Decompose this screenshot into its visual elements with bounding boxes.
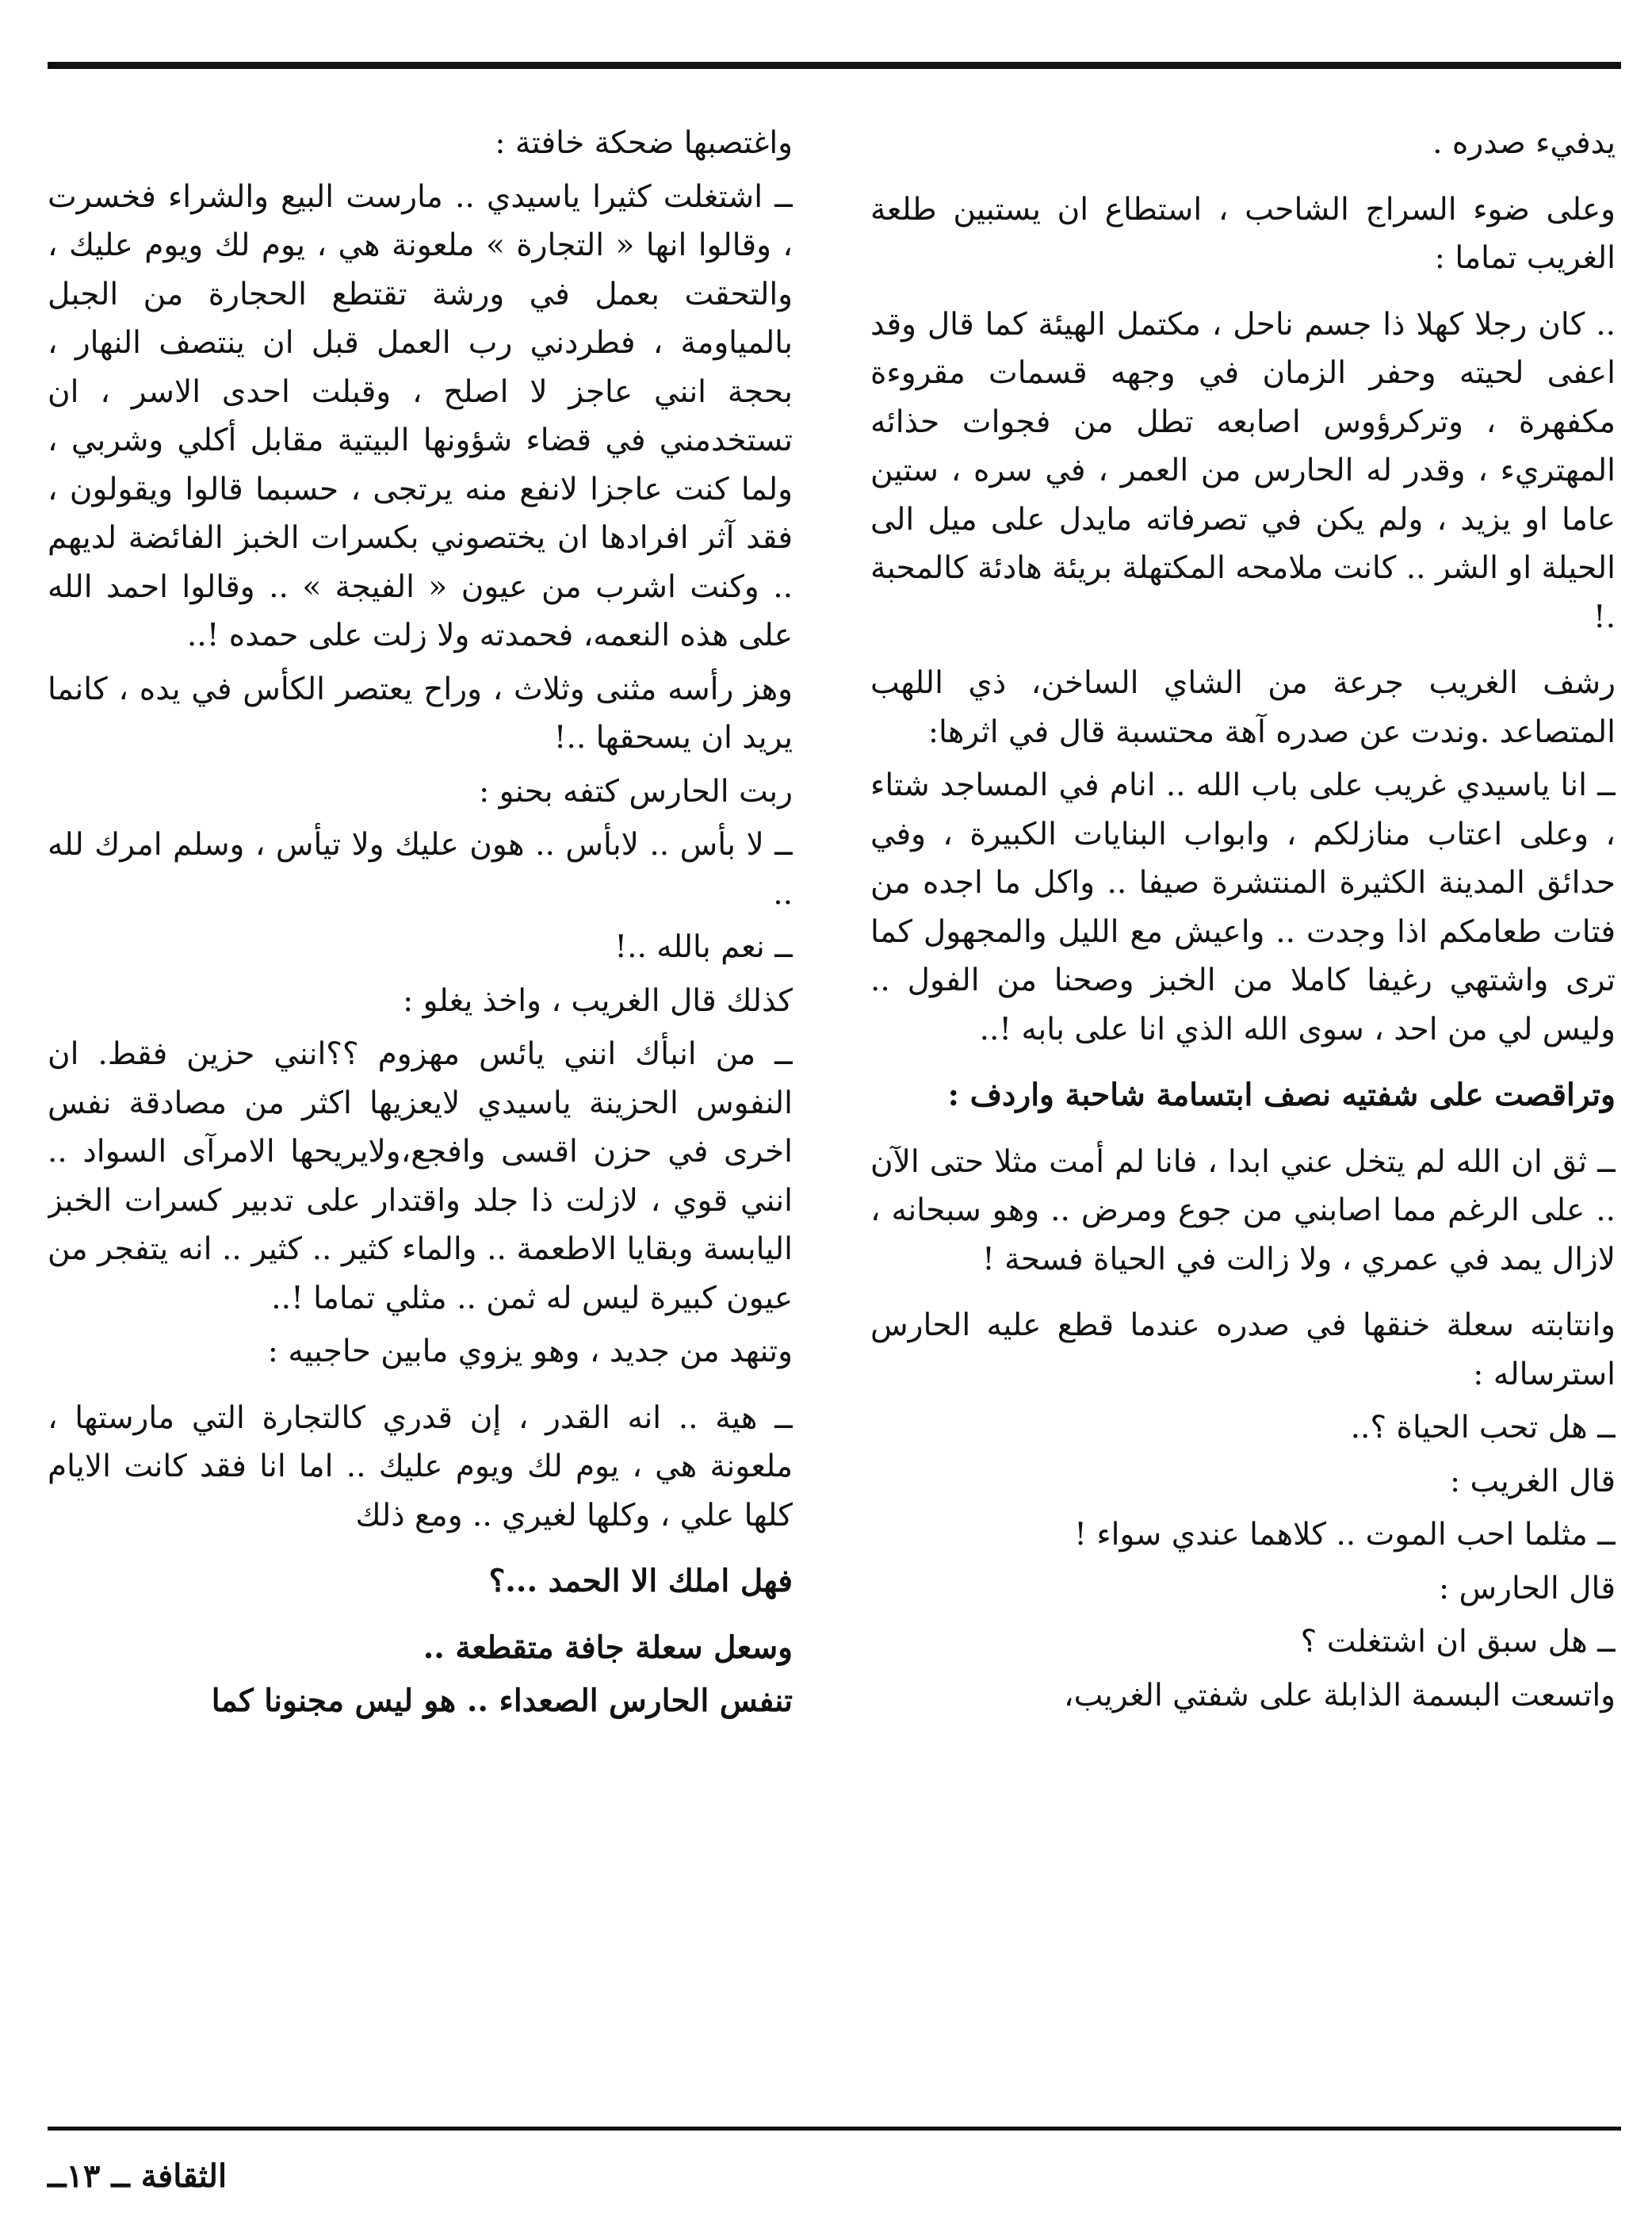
paragraph: يدفيء صدره . xyxy=(1432,125,1616,161)
paragraph: وعلى ضوء السراج الشاحب ، استطاع ان يستبين طلعة الغريب تماما : xyxy=(870,191,1616,276)
paragraph: فهل املك الا الحمد ...؟ xyxy=(488,1563,793,1599)
paragraph: واتسعت البسمة الذابلة على شفتي الغريب، xyxy=(1063,1677,1616,1713)
page-footer: الثقافة ــ ١٣ــ xyxy=(48,2158,228,2195)
paragraph: تنفس الحارس الصعداء .. هو ليس مجنونا كما xyxy=(211,1683,793,1719)
paragraph: وانتابته سعلة خنقها في صدره عندما قطع عليه الحارس استرساله : xyxy=(870,1308,1616,1392)
bottom-rule xyxy=(48,2127,1621,2131)
article-column-right xyxy=(870,119,1616,2113)
paragraph: كذلك قال الغريب ، واخذ يغلو : xyxy=(403,982,793,1019)
paragraph: ــ مثلما احب الموت .. كلاهما عندي سواء ! xyxy=(1074,1517,1616,1553)
paragraph: ــ ثق ان الله لم يتخل عني ابدا ، فانا لم أمت مثلا حتى الآن .. على الرغم مما اصابني من جوع ومرض .. وهو سبحانه ، لازال يمد في عمري ، ولا زالت في الحياة فسحة ! xyxy=(870,1143,1616,1277)
paragraph: ــ انا ياسيدي غريب على باب الله .. انام في المساجد شتاء ، وعلى اعتاب منازلكم ، وابواب البنايات الكبيرة ، وفي حدائق المدينة الكثيرة المنتشرة صيفا .. واكل ما اجده من فتات طعامكم اذا وجدت .. واعيش مع الليل والمجهول كما ترى واشتهي رغيفا كاملا من الخبز وصحنا من الفول .. وليس لي من احد ، سوى الله الذي انا على بابه !.. xyxy=(870,768,1616,1047)
paragraph: وسعل سعلة جافة متقطعة .. xyxy=(423,1629,793,1666)
paragraph: ــ هية .. انه القدر ، إن قدري كالتجارة التي مارستها ، ملعونة هي ، يوم لك ويوم عليك .. اما انا فقد كانت الايام كلها علي ، وكلها لغيري .. ومع ذلك xyxy=(48,1399,793,1533)
article-column-left xyxy=(48,119,793,2113)
paragraph: وتراقصت على شفتيه نصف ابتسامة شاحبة واردف : xyxy=(947,1077,1616,1113)
paragraph: قال الحارس : xyxy=(1438,1570,1616,1606)
paragraph: وهز رأسه مثنى وثلاث ، وراح يعتصر الكأس في يده ، كانما يريد ان يسحقها ..! xyxy=(48,671,793,756)
paragraph: ــ اشتغلت كثيرا ياسيدي .. مارست البيع والشراء فخسرت ، وقالوا انها « التجارة » ملعونة هي ، يوم لك ويوم عليك ، والتحقت بعمل في ورشة تقتطع الحجارة من الجبل بالمياومة ، فطردني رب العمل قبل ان ينتصف النهار ، بحجة انني عاجز لا اصلح ، وقبلت احدى الاسر ، ان تستخدمني في قضاء شؤونها البيتية مقابل أكلي وشربي ، ولما كنت عاجزا لانفع منه يرتجى ، حسبما قالوا ويقولون ، فقد آثر افرادها ان يختصوني بكسرات الخبز الفائضة لديهم .. وكنت اشرب من عيون « الفيجة » .. وقالوا احمد الله على هذه النعمه، فحمدته ولا زلت على حمده !.. xyxy=(48,178,793,653)
paragraph: قال الغريب : xyxy=(1450,1463,1616,1499)
paragraph: ــ هل سبق ان اشتغلت ؟ xyxy=(1300,1624,1616,1660)
paragraph: وتنهد من جديد ، وهو يزوي مابين حاجبيه : xyxy=(267,1334,793,1369)
paragraph: ربت الحارس كتفه بحنو : xyxy=(479,773,793,810)
paragraph: .. كان رجلا كهلا ذا جسم ناحل ، مكتمل الهيئة كما قال وقد اعفى لحيته وحفر الزمان في وجهه قسمات مقروءة مكفهرة ، وتركرؤوس اصابعه تطل من فجوات حذائه المهتريء ، وقدر له الحارس من العمر ، في سره ، ستين عاما او يزيد ، ولم يكن في تصرفاته مايدل على ميل الى الحيلة او الشر .. كانت ملامحه المكتهلة بريئة هادئة كالمحبة .! xyxy=(870,306,1616,635)
paragraph: رشف الغريب جرعة من الشاي الساخن، ذي اللهب المتصاعد .وندت عن صدره آهة محتسبة قال في اثرها: xyxy=(870,665,1616,750)
paragraph: ــ من انبأك انني يائس مهزوم ؟؟انني حزين فقط. ان النفوس الحزينة ياسيدي لايعزيها اكثر من مصادقة نفس اخرى في حزن اقسى وافجع،ولايريحها الامرآى السواد .. انني قوي ، لازلت ذا جلد واقتدار على تدبير كسرات الخبز اليابسة وبقايا الاطعمة .. والماء كثير .. كثير .. انه يتفجر من عيون كبيرة ليس له ثمن .. مثلي تماما !.. xyxy=(48,1036,793,1316)
top-rule xyxy=(48,62,1621,69)
paragraph: واغتصبها ضحكة خافتة : xyxy=(495,125,793,161)
paragraph: ــ نعم بالله ..! xyxy=(614,929,793,965)
paragraph: ــ لا بأس .. لابأس .. هون عليك ولا تيأس ، وسلم امرك لله .. xyxy=(48,827,793,912)
paragraph: ــ هل تحب الحياة ؟.. xyxy=(1350,1410,1616,1445)
